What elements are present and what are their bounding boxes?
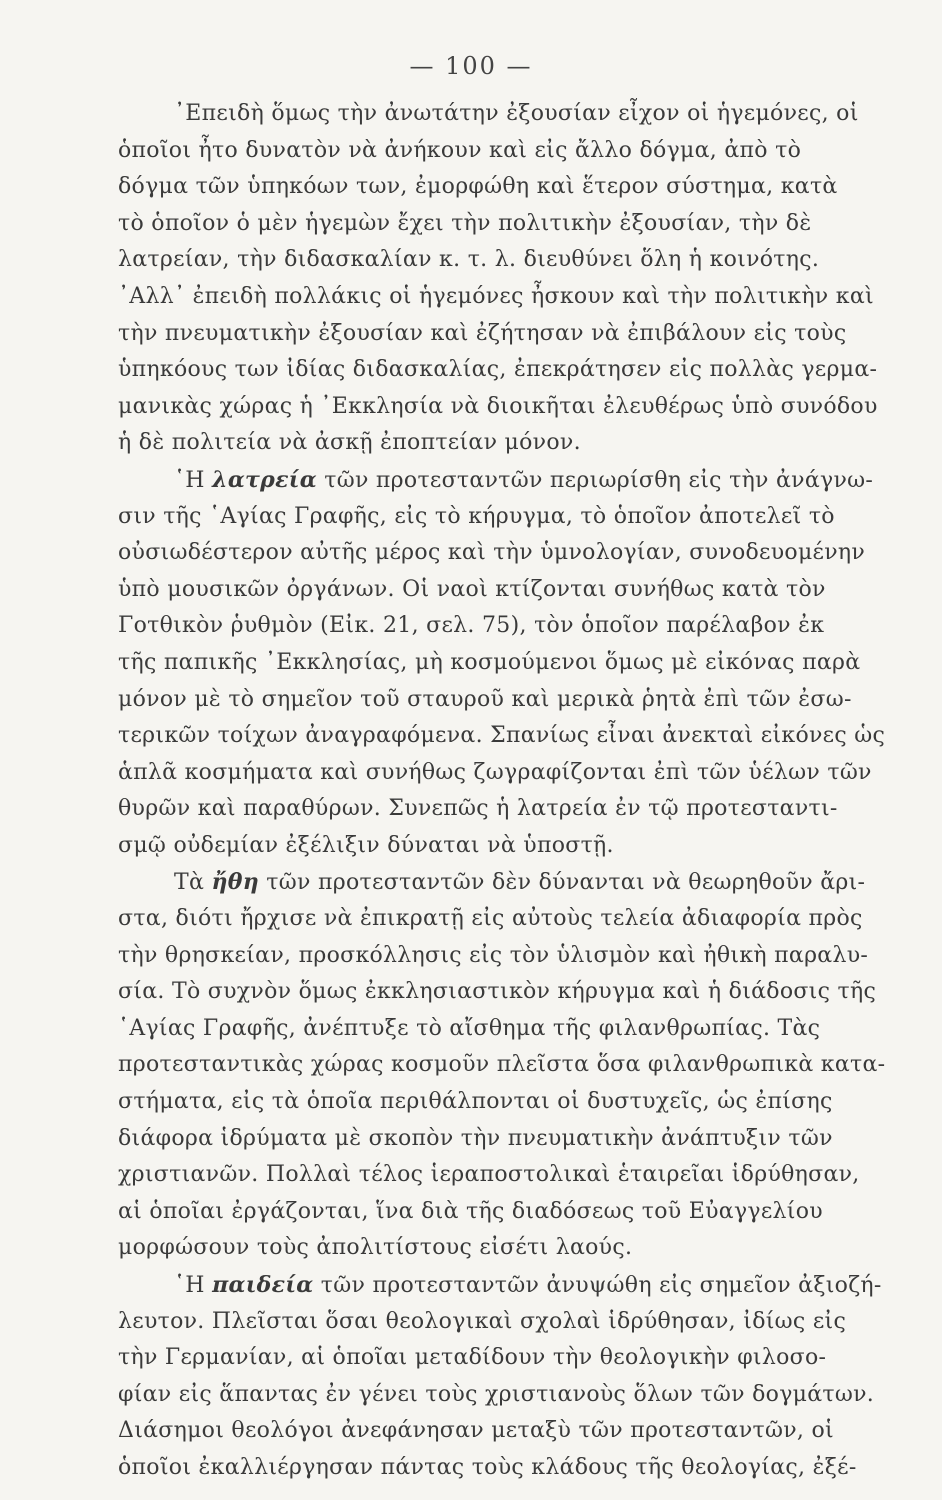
- emphasized-term: ἤθη: [211, 869, 260, 896]
- text-line: [118, 901, 898, 938]
- text-line: [118, 1413, 898, 1450]
- text-line: [118, 791, 898, 828]
- text-line: [118, 462, 898, 499]
- text-line: [118, 864, 898, 901]
- text-line: [118, 352, 898, 389]
- text-line: [118, 1450, 898, 1487]
- text-span: Γοτθικὸν ῥυθμὸν (Εἰκ. 21, σελ. 75), τὸν ὁποῖον παρέλαβον ἐκ: [118, 613, 825, 639]
- text-span: τῶν προτεσταντῶν περιωρίσθη εἰς τὴν ἀνάγνω-: [316, 467, 874, 493]
- text-span: διάφορα ἱδρύματα μὲ σκοπὸν τὴν πνευματικὴν ἀνάπτυξιν τῶν: [118, 1125, 833, 1151]
- text-span: ὑπὸ μουσικῶν ὀργάνων. Οἱ ναοὶ κτίζονται συνήθως κατὰ τὸν: [118, 576, 826, 602]
- text-span: λευτον. Πλεῖσται ὅσαι θεολογικαὶ σχολαὶ ἱδρύθησαν, ἰδίως εἰς: [118, 1308, 847, 1334]
- text-line: [118, 169, 898, 206]
- text-line: [118, 1084, 898, 1121]
- text-span: τερικῶν τοίχων ἀναγραφόμενα. Σπανίως εἶναι ἀνεκταὶ εἰκόνες ὡς: [118, 723, 886, 749]
- text-span: ῾Αγίας Γραφῆς, ἀνέπτυξε τὸ αἴσθημα τῆς φιλανθρωπίας. Τὰς: [118, 1015, 821, 1041]
- text-span: μόνον μὲ τὸ σημεῖον τοῦ σταυροῦ καὶ μερικὰ ῥητὰ ἐπὶ τῶν ἐσω-: [118, 686, 852, 712]
- text-span: λατρείαν, τὴν διδασκαλίαν κ. τ. λ. διευθύνει ὅλη ἡ κοινότης.: [118, 247, 820, 273]
- text-line: [118, 499, 898, 536]
- text-span: μορφώσουν τοὺς ἀπολιτίστους εἰσέτι λαούς.: [118, 1235, 633, 1261]
- text-line: [118, 718, 898, 755]
- text-span: ὁποῖοι ἦτο δυνατὸν νὰ ἀνήκουν καὶ εἰς ἄλλο δόγμα, ἀπὸ τὸ: [118, 137, 802, 163]
- emphasized-term: παιδεία: [212, 1272, 314, 1298]
- text-span: χριστιανῶν. Πολλαὶ τέλος ἱεραποστολικαὶ ἑταιρεῖαι ἱδρύθησαν,: [118, 1162, 860, 1188]
- text-span: τῶν προτεσταντῶν ἀνυψώθη εἰς σημεῖον ἀξιοζή-: [313, 1273, 882, 1298]
- text-line: [118, 755, 898, 792]
- text-line: [118, 974, 898, 1011]
- text-line: [118, 1157, 898, 1194]
- text-line: [118, 1304, 898, 1341]
- text-line: [118, 535, 898, 572]
- text-line: [118, 938, 898, 975]
- text-span: δόγμα τῶν ὑπηκόων των, ἐμορφώθη καὶ ἕτερον σύστημα, κατὰ: [118, 174, 838, 200]
- text-span: ῾Η: [174, 1273, 213, 1298]
- text-span: ῾Η: [174, 467, 213, 493]
- text-line: [118, 1047, 898, 1084]
- text-line: [118, 133, 898, 170]
- text-line: [118, 316, 898, 353]
- text-span: ᾿Αλλ᾿ ἐπειδὴ πολλάκις οἱ ἡγεμόνες ἦσκουν καὶ τὴν πολιτικὴν καὶ: [118, 283, 874, 309]
- text-span: αἱ ὁποῖαι ἐργάζονται, ἵνα διὰ τῆς διαδόσεως τοῦ Εὐαγγελίου: [118, 1198, 823, 1224]
- text-span: τῆς παπικῆς ᾿Εκκλησίας, μὴ κοσμούμενοι ὅμως μὲ εἰκόνας παρὰ: [118, 649, 861, 675]
- text-line: [118, 645, 898, 682]
- text-span: σμῷ οὐδεμίαν ἐξέλιξιν δύναται νὰ ὑποστῇ.: [118, 832, 614, 858]
- text-line: [118, 608, 898, 645]
- text-line: [118, 1377, 898, 1414]
- text-span: Διάσημοι θεολόγοι ἀνεφάνησαν μεταξὺ τῶν προτεσταντῶν, οἱ: [118, 1418, 834, 1444]
- text-span: ὑπηκόους των ἰδίας διδασκαλίας, ἐπεκράτησεν εἰς πολλὰς γερμα-: [118, 357, 878, 383]
- text-span: τὴν θρησκείαν, προσκόλλησις εἰς τὸν ὑλισμὸν καὶ ἠθικὴ παραλυ-: [118, 942, 869, 968]
- body-text: [118, 96, 898, 1487]
- text-line: [118, 242, 898, 279]
- text-span: σία. Τὸ συχνὸν ὅμως ἐκκλησιαστικὸν κήρυγμα καὶ ἡ διάδοσις τῆς: [118, 979, 877, 1005]
- text-line: [118, 1230, 898, 1267]
- text-line: [118, 828, 898, 865]
- text-span: φίαν εἰς ἅπαντας ἐν γένει τοὺς χριστιανοὺς ὅλων τῶν δογμάτων.: [118, 1381, 875, 1407]
- text-span: στήματα, εἰς τὰ ὁποῖα περιθάλπονται οἱ δυστυχεῖς, ὡς ἐπίσης: [118, 1089, 833, 1115]
- text-line: [118, 572, 898, 609]
- text-span: οὐσιωδέστερον αὐτῆς μέρος καὶ τὴν ὑμνολογίαν, συνοδευομένην: [118, 540, 866, 566]
- text-line: [118, 206, 898, 243]
- text-line: [118, 1340, 898, 1377]
- text-span: σιν τῆς ῾Αγίας Γραφῆς, εἰς τὸ κήρυγμα, τὸ ὁποῖον ἀποτελεῖ τὸ: [118, 503, 835, 529]
- page-number: — 100 —: [409, 52, 533, 80]
- text-span: ὁποῖοι ἐκαλλιέργησαν πάντας τοὺς κλάδους τῆς θεολογίας, ἐξέ-: [118, 1454, 857, 1480]
- text-span: θυρῶν καὶ παραθύρων. Συνεπῶς ἡ λατρεία ἐν τῷ προτεσταντι-: [118, 796, 838, 822]
- text-line: [118, 682, 898, 719]
- text-span: ἁπλᾶ κοσμήματα καὶ συνήθως ζωγραφίζονται ἐπὶ τῶν ὑέλων τῶν: [118, 759, 872, 785]
- text-span: στα, διότι ἤρχισε νὰ ἐπικρατῇ εἰς αὐτοὺς τελεία ἀδιαφορία πρὸς: [118, 906, 863, 932]
- text-line: [118, 1267, 898, 1304]
- text-span: τὴν πνευματικὴν ἐξουσίαν καὶ ἐζήτησαν νὰ ἐπιβάλουν εἰς τοὺς: [118, 320, 847, 346]
- text-span: ἡ δὲ πολιτεία νὰ ἀσκῇ ἐποπτείαν μόνον.: [118, 430, 581, 456]
- text-span: τὸ ὁποῖον ὁ μὲν ἡγεμὼν ἔχει τὴν πολιτικὴν ἐξουσίαν, τὴν δὲ: [118, 210, 812, 236]
- emphasized-term: λατρεία: [212, 466, 317, 493]
- text-span: τὴν Γερμανίαν, αἱ ὁποῖαι μεταδίδουν τὴν θεολογικὴν φιλοσο-: [118, 1345, 827, 1371]
- text-span: Τὰ: [174, 870, 212, 896]
- text-line: [118, 425, 898, 462]
- text-line: [118, 96, 898, 133]
- text-span: τῶν προτεσταντῶν δὲν δύνανται νὰ θεωρηθοῦν ἄρι-: [259, 870, 866, 896]
- text-span: μανικὰς χώρας ἡ ᾿Εκκλησία νὰ διοικῆται ἐλευθέρως ὑπὸ συνόδου: [118, 393, 878, 419]
- text-span: προτεσταντικὰς χώρας κοσμοῦν πλεῖστα ὅσα φιλανθρωπικὰ κατα-: [118, 1052, 886, 1078]
- text-line: [118, 389, 898, 426]
- text-span: ᾿Επειδὴ ὅμως τὴν ἀνωτάτην ἐξουσίαν εἶχον οἱ ἡγεμόνες, οἱ: [174, 101, 859, 126]
- text-line: [118, 1011, 898, 1048]
- text-line: [118, 279, 898, 316]
- text-line: [118, 1194, 898, 1231]
- text-line: [118, 1121, 898, 1158]
